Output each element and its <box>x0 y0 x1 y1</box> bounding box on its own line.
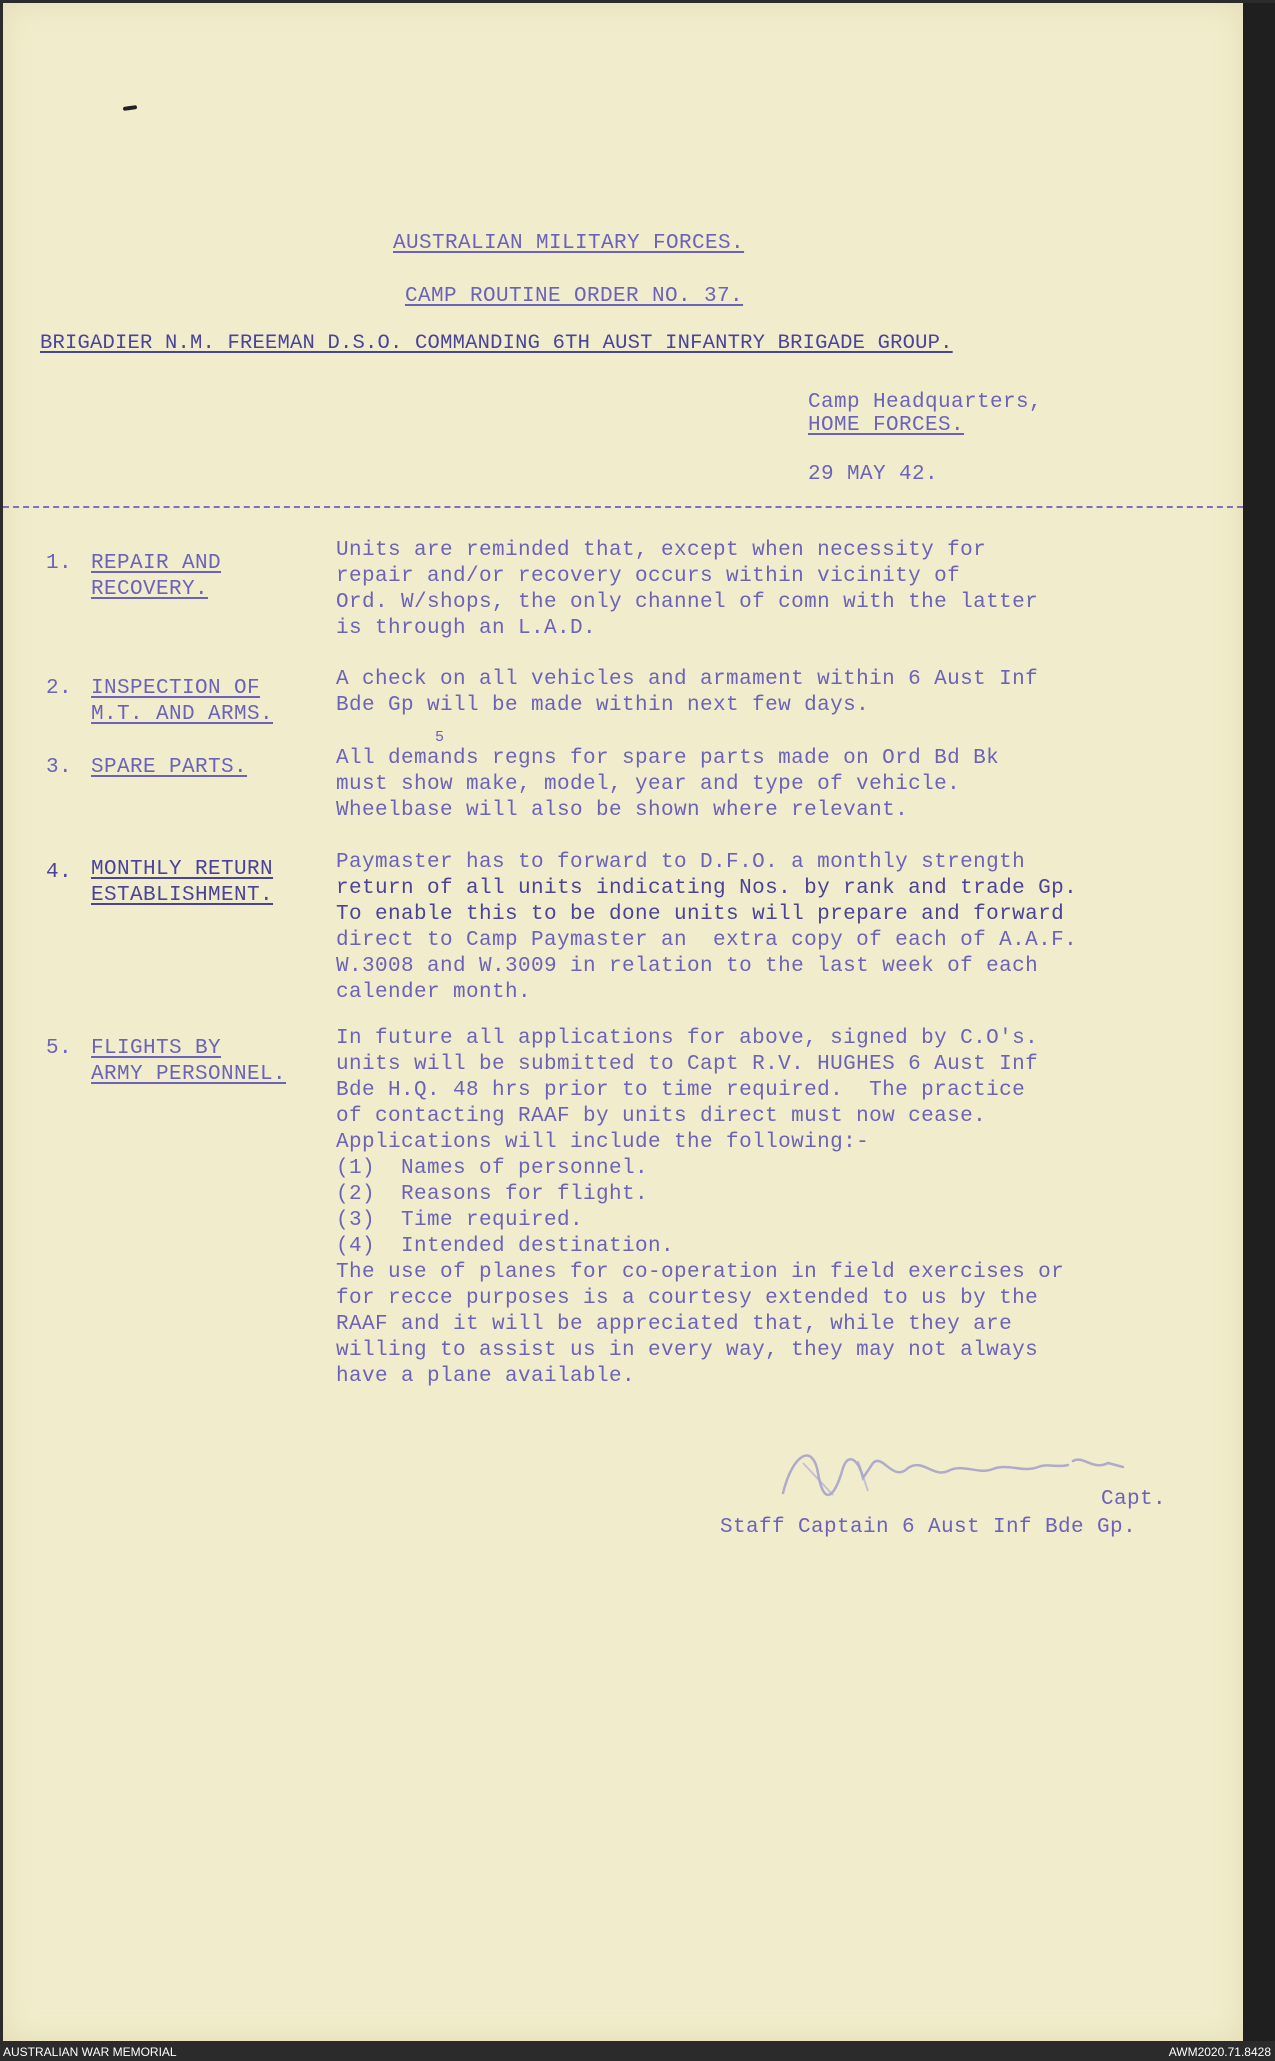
ink-mark <box>123 105 137 111</box>
item-heading-line: MONTHLY RETURN <box>91 858 274 881</box>
item-heading-line: ESTABLISHMENT. <box>91 884 274 907</box>
item-heading-line: RECOVERY. <box>91 578 209 601</box>
item-body-line: All demands regns for spare parts made on Ord Bd Bk <box>336 747 1000 770</box>
item-body-line: The use of planes for co-operation in field exercises or <box>336 1261 1065 1284</box>
divider-rule <box>3 506 1243 508</box>
item-body-line: of contacting RAAF by units direct must now cease. <box>336 1105 987 1128</box>
item-heading-line: FLIGHTS BY <box>91 1037 222 1060</box>
item-body-line: Bde H.Q. 48 hrs prior to time required. The practice <box>336 1079 1026 1102</box>
item-body-line: Ord. W/shops, the only channel of comn with the latter <box>336 591 1039 614</box>
item-body-line: direct to Camp Paymaster an extra copy of each of A.A.F. <box>336 929 1078 952</box>
item-number: 4. <box>46 861 73 884</box>
item-body-line: must show make, model, year and type of vehicle. <box>336 773 961 796</box>
header-line-2: CAMP ROUTINE ORDER NO. 37. <box>405 285 744 308</box>
handwritten-annotation: 5 <box>435 729 445 746</box>
item-body-line: (4) Intended destination. <box>336 1235 675 1258</box>
item-body-line: have a plane available. <box>336 1365 636 1388</box>
header-line-1: AUSTRALIAN MILITARY FORCES. <box>393 232 745 255</box>
item-body-line: Wheelbase will also be shown where relevant. <box>336 799 909 822</box>
handwritten-signature <box>773 1433 1153 1513</box>
scan-border <box>1243 3 1275 2041</box>
location-line-1: Camp Headquarters, <box>808 391 1043 414</box>
signoff-rank: Capt. <box>1101 1488 1167 1511</box>
item-heading-line: SPARE PARTS. <box>91 756 248 779</box>
item-number: 3. <box>46 756 73 779</box>
document-page <box>3 3 1243 2041</box>
item-heading-line: INSPECTION OF <box>91 677 261 700</box>
location-line-2: HOME FORCES. <box>808 414 965 437</box>
item-body-line: is through an L.A.D. <box>336 617 597 640</box>
item-body-line: return of all units indicating Nos. by rank and trade Gp. <box>336 877 1078 900</box>
item-body-line: RAAF and it will be appreciated that, while they are <box>336 1313 1013 1336</box>
footer-credit: AUSTRALIAN WAR MEMORIAL <box>3 2045 177 2059</box>
header-line-3: BRIGADIER N.M. FREEMAN D.S.O. COMMANDING 6TH AUST INFANTRY BRIGADE GROUP. <box>40 332 953 355</box>
item-number: 5. <box>46 1037 73 1060</box>
item-body-line: To enable this to be done units will prepare and forward <box>336 903 1065 926</box>
item-body-line: Applications will include the following:- <box>336 1131 870 1154</box>
item-body-line: A check on all vehicles and armament within 6 Aust Inf <box>336 668 1039 691</box>
item-body-line: for recce purposes is a courtesy extended to us by the <box>336 1287 1039 1310</box>
item-body-line: (1) Names of personnel. <box>336 1157 649 1180</box>
item-number: 1. <box>46 552 73 575</box>
signoff-title: Staff Captain 6 Aust Inf Bde Gp. <box>720 1516 1137 1539</box>
item-body-line: (3) Time required. <box>336 1209 584 1232</box>
item-heading-line: ARMY PERSONNEL. <box>91 1063 287 1086</box>
footer-accession-number: AWM2020.71.8428 <box>1168 2045 1271 2059</box>
document-date: 29 MAY 42. <box>808 463 939 486</box>
item-body-line: (2) Reasons for flight. <box>336 1183 649 1206</box>
item-heading-line: REPAIR AND <box>91 552 222 575</box>
item-number: 2. <box>46 677 73 700</box>
item-body-line: calender month. <box>336 981 532 1004</box>
item-heading-line: M.T. AND ARMS. <box>91 703 274 726</box>
item-body-line: W.3008 and W.3009 in relation to the last week of each <box>336 955 1039 978</box>
item-body-line: willing to assist us in every way, they may not always <box>336 1339 1039 1362</box>
item-body-line: units will be submitted to Capt R.V. HUGHES 6 Aust Inf <box>336 1053 1039 1076</box>
item-body-line: Bde Gp will be made within next few days. <box>336 694 870 717</box>
item-body-line: Paymaster has to forward to D.F.O. a monthly strength <box>336 851 1026 874</box>
item-body-line: repair and/or recovery occurs within vicinity of <box>336 565 961 588</box>
item-body-line: Units are reminded that, except when necessity for <box>336 539 987 562</box>
item-body-line: In future all applications for above, signed by C.O's. <box>336 1027 1039 1050</box>
